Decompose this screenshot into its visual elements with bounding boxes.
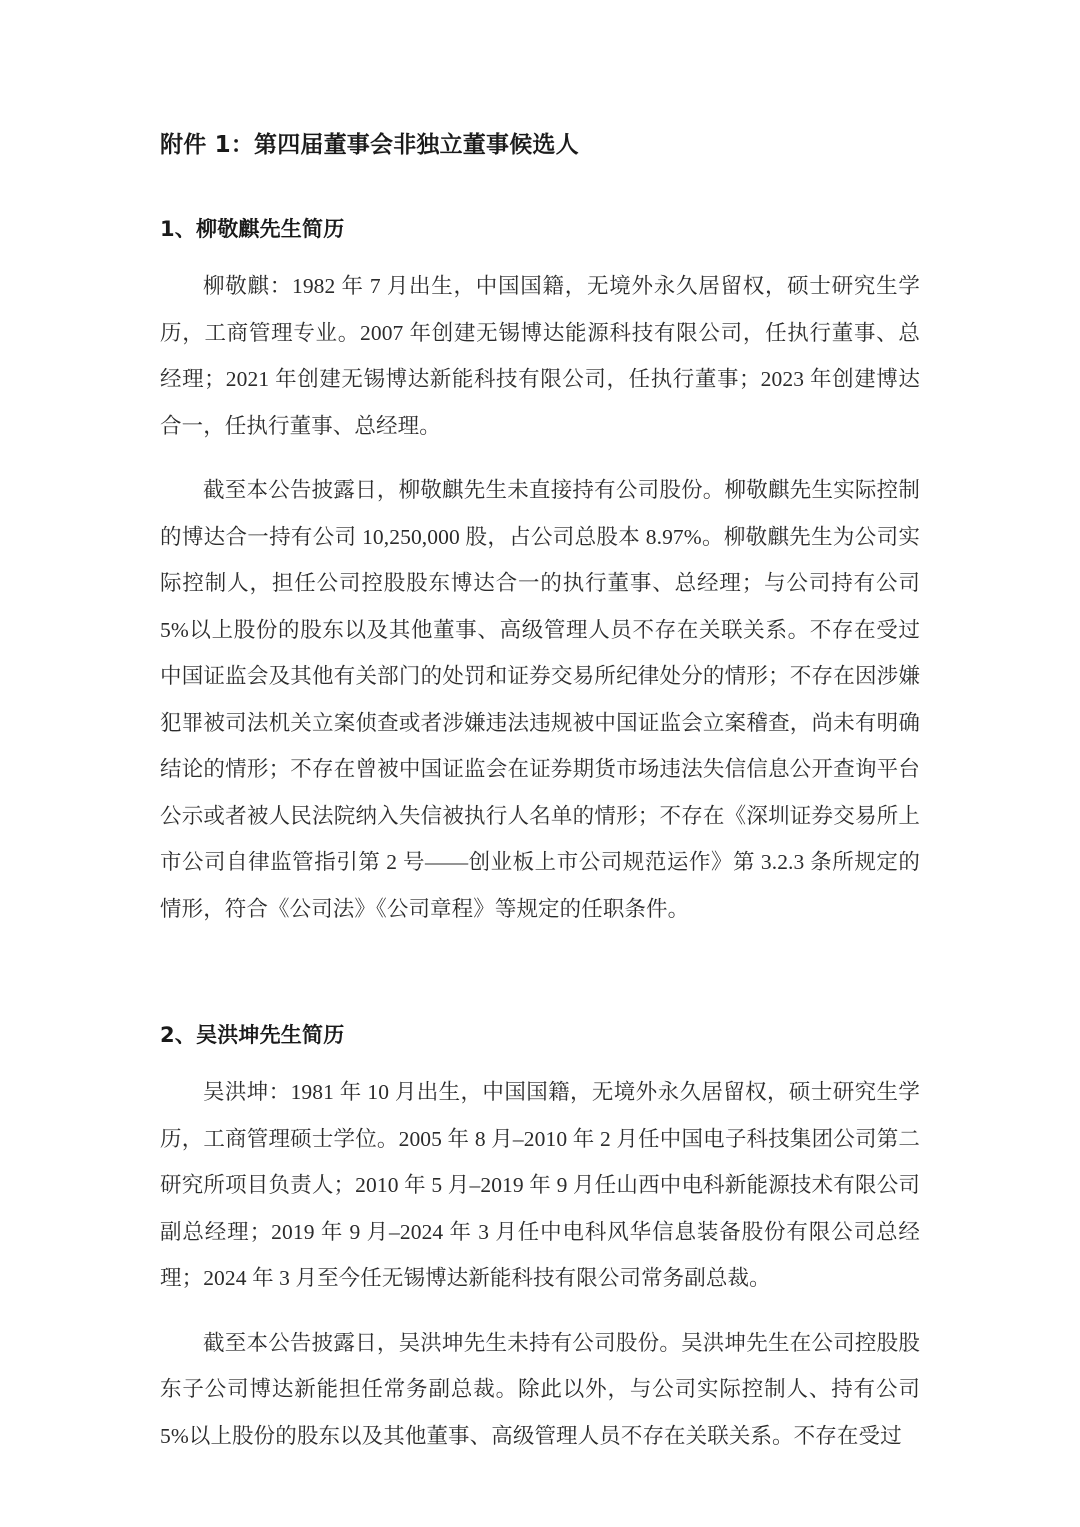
page-title: 附件 1：第四届董事会非独立董事候选人	[160, 132, 579, 158]
section-1-paragraph-2: 截至本公告披露日，柳敬麒先生未直接持有公司股份。柳敬麒先生实际控制的博达合一持有公司 10,250,000 股，占公司总股本 8.97%。柳敬麒先生为公司实际控制人，担任公司控股股东博达合一的执行董事、总经理；与公司持有公司 5%以上股份的股东以及其他董事、高级管理人员不存在关联关系。不存在受过中国证监会及其他有关部门的处罚和证券交易所纪律处分的情形；不存在因涉嫌犯罪被司法机关立案侦查或者涉嫌违法违规被中国证监会立案稽查，尚未有明确结论的情形；不存在曾被中国证监会在证券期货市场违法失信信息公开查询平台公示或者被人民法院纳入失信被执行人名单的情形；不存在《深圳证券交易所上市公司自律监管指引第 2 号——创业板上市公司规范运作》第 3.2.3 条所规定的情形，符合《公司法》《公司章程》等规定的任职条件。	[160, 478, 920, 921]
spacer	[160, 449, 920, 467]
spacer	[160, 243, 920, 263]
section-2-paragraph-1: 吴洪坤：1981 年 10 月出生，中国国籍，无境外永久居留权，硕士研究生学历，工商管理硕士学位。2005 年 8 月–2010 年 2 月任中国电子科技集团公司第二研究所项目负责人；2010 年 5 月–2019 年 9 月任山西中电科新能源技术有限公司副总经理；2019 年 9 月–2024 年 3 月任中电科风华信息装备股份有限公司总经理；2024 年 3 月至今任无锡博达新能科技有限公司常务副总裁。	[160, 1080, 920, 1291]
section-1-paragraph-1: 柳敬麒：1982 年 7 月出生，中国国籍，无境外永久居留权，硕士研究生学历，工商管理专业。2007 年创建无锡博达能源科技有限公司，任执行董事、总经理；2021 年创建无锡博达新能科技有限公司，任执行董事；2023 年创建博达合一，任执行董事、总经理。	[160, 274, 920, 438]
section-heading-2: 2、吴洪坤先生简历	[160, 1023, 345, 1048]
spacer	[160, 161, 920, 216]
section-heading-1: 1、柳敬麒先生简历	[160, 216, 345, 241]
spacer	[160, 932, 920, 1022]
spacer	[160, 1302, 920, 1320]
spacer	[160, 1049, 920, 1069]
page-content	[160, 0, 920, 1459]
section-2-paragraph-2: 截至本公告披露日，吴洪坤先生未持有公司股份。吴洪坤先生在公司控股股东子公司博达新能担任常务副总裁。除此以外，与公司实际控制人、持有公司 5%以上股份的股东以及其他董事、高级管理人员不存在关联关系。不存在受过	[160, 1330, 920, 1448]
